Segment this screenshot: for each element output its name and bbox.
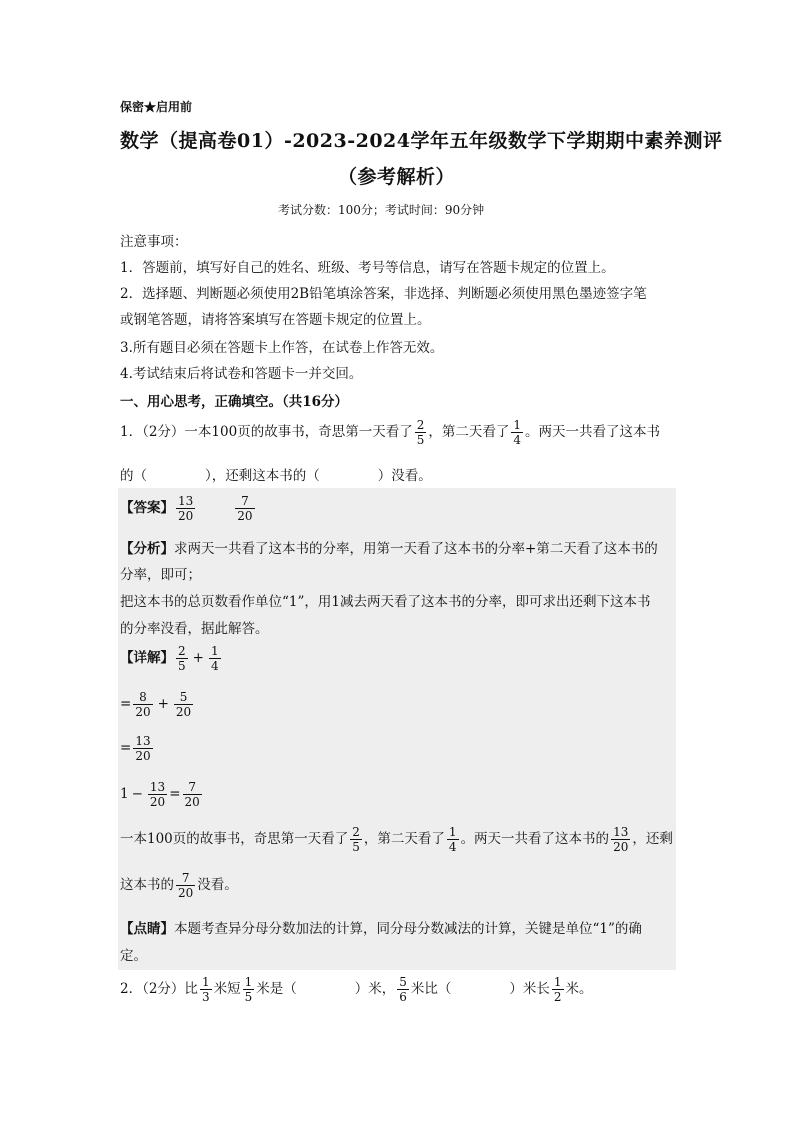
question-1 bbox=[120, 418, 660, 447]
page-subtitle: （参考解析） bbox=[338, 166, 456, 188]
analysis-line-2: 分率，即可； bbox=[120, 567, 201, 583]
fraction: $\frac{7}{20}$ bbox=[178, 871, 194, 900]
analysis-line-4: 的分率没看，据此解答。 bbox=[120, 621, 269, 637]
q1-prefix: 1．（2分）一本100页的故事书，奇思第一天看了 bbox=[120, 424, 413, 440]
fraction: $\frac{2}{5}$ bbox=[352, 825, 360, 854]
fraction: $\frac{8}{20}$ bbox=[135, 690, 151, 719]
fraction: $\frac{2}{5}$ bbox=[178, 644, 186, 673]
fraction: $\frac{1}{4}$ bbox=[210, 644, 219, 673]
analysis-line-3: 把这本书的总页数看作单位“1”，用1减去两天看了这本书的分率，即可求出还剩下这本书 bbox=[120, 594, 651, 610]
secret-label: 保密★启用前 bbox=[120, 100, 193, 114]
detail-label: 【详解】 bbox=[120, 650, 174, 666]
q1-mid: ，第二天看了 bbox=[428, 424, 510, 440]
q1-suffix: 。两天一共看了这本书 bbox=[524, 424, 660, 440]
answer-line bbox=[120, 494, 257, 523]
fraction: $\frac{1}{2}$ bbox=[553, 975, 562, 1004]
detail-line-1: 【详解】 $\frac{2}{5}$ + $\frac{1}{4}$ bbox=[120, 644, 219, 673]
note-1: 1．答题前，填写好自己的姓名、班级、考号等信息，请写在答题卡规定的位置上。 bbox=[120, 260, 615, 276]
note-2b: 或钢笔答题，请将答案填写在答题卡规定的位置上。 bbox=[120, 312, 431, 328]
fraction: $\frac{13}{20}$ bbox=[178, 494, 194, 523]
notes-heading: 注意事项： bbox=[120, 234, 188, 250]
answer-label: 【答案】 bbox=[120, 500, 174, 516]
detail-line-3: = $\frac{13}{20}$ bbox=[120, 734, 151, 763]
analysis-line-1: 【分析】求两天一共看了这本书的分率，用第一天看了这本书的分率+第二天看了这本书的 bbox=[120, 541, 658, 557]
fraction: $\frac{5}{20}$ bbox=[175, 690, 192, 719]
fraction: $\frac{1}{3}$ bbox=[201, 975, 210, 1004]
note-3: 3.所有题目必须在答题卡上作答，在试卷上作答无效。 bbox=[120, 340, 444, 356]
page-title: 数学（提高卷01）-2023-2024学年五年级数学下学期期中素养测评 bbox=[120, 130, 723, 152]
fraction: $\frac{1}{4}$ bbox=[513, 418, 521, 447]
fraction: $\frac{13}{20}$ bbox=[149, 780, 166, 809]
fraction: $\frac{1}{4}$ bbox=[448, 825, 457, 854]
fraction: $\frac{2}{5}$ bbox=[416, 418, 425, 447]
conclusion-line-1: 一本100页的故事书，奇思第一天看了 $\frac{2}{5}$ ，第二天看了 $\frac{1}{4}$ 。两天一共看了这本书的 $\frac{13}{20}$ ，还剩 bbox=[120, 825, 673, 854]
fraction: $\frac{13}{20}$ bbox=[613, 825, 629, 854]
conclusion-line-2: 这本书的 $\frac{7}{20}$ 没看。 bbox=[120, 871, 238, 900]
fraction: $\frac{7}{20}$ bbox=[237, 494, 253, 523]
section-heading: 一、用心思考，正确填空。（共16分） bbox=[120, 394, 349, 410]
question-1-line2: 的（ ），还剩这本书的（ ）没看。 bbox=[120, 468, 432, 484]
fraction: $\frac{13}{20}$ bbox=[135, 734, 151, 763]
fraction: $\frac{7}{20}$ bbox=[184, 780, 200, 809]
point-line-1: 【点睛】本题考查异分母分数加法的计算，同分母分数减法的计算，关键是单位“1”的确 bbox=[120, 921, 642, 937]
point-line-2: 定。 bbox=[120, 948, 147, 964]
note-2a: 2．选择题、判断题必须使用2B铅笔填涂答案，非选择、判断题必须使用黑色墨迹签字笔 bbox=[120, 286, 647, 302]
fraction: $\frac{5}{6}$ bbox=[399, 975, 407, 1004]
question-2: 2．（2分）比 $\frac{1}{3}$ 米短 $\frac{1}{5}$ 米是（ ）米， $\frac{5}{6}$ 米比（ ）米长 $\frac{1}{2}$ 米。 bbox=[120, 975, 593, 1004]
detail-line-4: 1 − $\frac{13}{20}$ = $\frac{7}{20}$ bbox=[120, 780, 200, 809]
note-4: 4.考试结束后将试卷和答题卡一并交回。 bbox=[120, 366, 363, 382]
detail-line-2: = $\frac{8}{20}$ + $\frac{5}{20}$ bbox=[120, 690, 192, 719]
exam-info: 考试分数：100分；考试时间：90分钟 bbox=[278, 203, 485, 217]
fraction: $\frac{1}{5}$ bbox=[244, 975, 253, 1004]
